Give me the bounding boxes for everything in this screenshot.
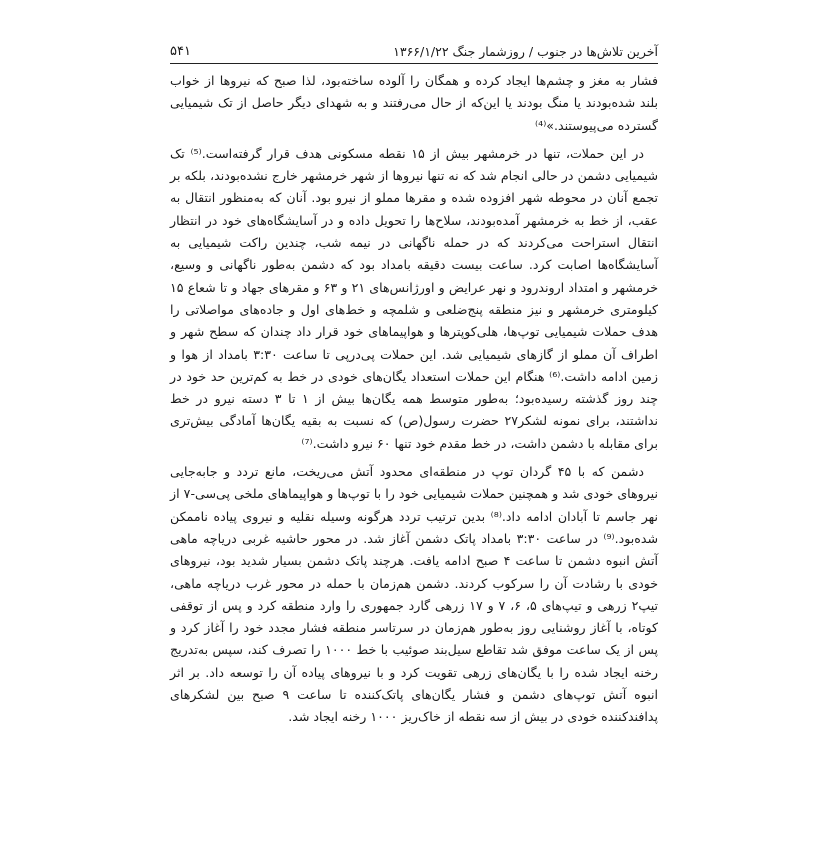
running-title bbox=[393, 44, 658, 60]
page-number: ۵۴۱ bbox=[170, 44, 191, 59]
paragraph-quote-continuation: فشار به مغز و چشم‌ها ایجاد کرده و همگان را آلوده ساخته‌بود، لذا صبح که نیروها از خواب بلند شده‌بودند یا منگ بودند یا این‌که از حال می‌رفتند و به شهدای دیگر حاصل از تک شیمیایی گسترده می‌پیوستند.»⁽⁴⁾ bbox=[170, 73, 658, 133]
book-page bbox=[170, 36, 658, 816]
journal-date: روزشمار جنگ ۱۳۶۶/۱/۲۲ bbox=[393, 44, 525, 59]
paragraph-chemical-attacks: در این حملات، تنها در خرمشهر بیش از ۱۵ نقطه مسکونی هدف قرار گرفته‌است.⁽⁵⁾ تک شیمیایی دشمن در حالی انجام شد که نه تنها نیروها از شهر خرمشهر خارج نشده‌بودند، بلکه بر تجمع آنان در محوطه شهر افزوده شده و مقرها مملو از نیرو بود. آنان که به‌منظور انتقال به عقب، از خط به خرمشهر آمده‌بودند، سلاح‌ها را تحویل داده و در آسایشگاه‌های خود در انتظار انتقال استراحت می‌کردند که در حمله ناگهانی در نیمه شب، چندین راکت شیمیایی به آسایشگاه‌ها اصابت کرد. ساعت بیست دقیقه بامداد بود که دشمن به‌طور ناگهانی و وسیع، خرمشهر و امتداد اروندرود و نهر عرایض و اورژانس‌های ۲۱ و ۶۳ و مقرهای جهاد و تا شعاع ۱۵ کیلومتری خرمشهر و نیز منطقه پنج‌ضلعی و شلمچه و خط‌های اول و جاده‌های مواصلاتی را هدف حملات شیمیایی توپ‌ها، هلی‌کوپترها و هواپیماهای خود قرار داد چندان که سطح شهر و اطراف آن مملو از گازهای شیمیایی شد. این حملات پی‌درپی تا ساعت ۳:۳۰ بامداد از هوا و زمین ادامه داشت.⁽⁶⁾ هنگام این حملات استعداد یگان‌های خودی در خط به کم‌ترین حد خود در چند روز گذشته رسیده‌بود؛ به‌طور متوسط همه یگان‌ها بیش از ۱ تا ۳ دسته نیرو در خط نداشتند، برای نمونه لشکر۲۷ حضرت رسول(ص) که نسبت به بقیه یگان‌ها آمادگی بیش‌تری برای مقابله با دشمن داشت، در خط مقدم خود تنها ۶۰ نیرو داشت.⁽⁷⁾ bbox=[170, 145, 658, 451]
page-header bbox=[170, 36, 658, 60]
chapter-title: آخرین تلاش‌ها در جنوب bbox=[537, 44, 658, 59]
paragraph-enemy-counterattack: دشمن که با ۴۵ گردان توپ در منطقه‌ای محدود آتش می‌ریخت، مانع تردد و جابه‌جایی نیروهای خودی شد و همچنین حملات شیمیایی خود را با توپ‌ها و هواپیماهای ملخی پی‌سی-۷ از نهر جاسم تا آبادان ادامه داد.⁽⁸⁾ بدین ترتیب تردد هرگونه وسیله نقلیه و نیروی پیاده ناممکن شده‌بود.⁽⁹⁾ در ساعت ۳:۳۰ بامداد پاتک دشمن آغاز شد. در محور حاشیه غربی دریاچه ماهی آتش انبوه دشمن تا ساعت ۴ صبح ادامه یافت. هرچند پاتک دشمن بسیار شدید بود، نیروهای خودی با رشادت آن را سرکوب کردند. دشمن هم‌زمان با حمله در محور غرب دریاچه ماهی، تیپ۲ زرهی و تیپ‌های ۵، ۶، ۷ و ۱۷ زرهی گارد جمهوری را وارد منطقه کرد و پس از توقفی کوتاه، با آغاز روشنایی روز به‌طور هم‌زمان در سرتاسر منطقه فشار مجدد خود را آغاز کرد و پس از یک ساعت موفق شد تقاطع سیل‌بند صوئیب با خط ۱۰۰۰ را تصرف کند، سپس به‌تدریج رخنه ایجاد شده را با یگان‌های زرهی تقویت کرد و با نیروهای پیاده آن را توسعه داد. بر اثر انبوه آتش توپ‌های دشمن و فشار یگان‌های پاتک‌کننده تا ساعت ۹ صبح بین لشکرهای پدافندکننده خودی در بیش از سه نقطه از خاک‌ریز ۱۰۰۰ رخنه ایجاد شد. bbox=[170, 464, 659, 725]
header-separator: / bbox=[528, 44, 534, 59]
body-text bbox=[170, 70, 658, 729]
header-rule bbox=[170, 63, 658, 64]
